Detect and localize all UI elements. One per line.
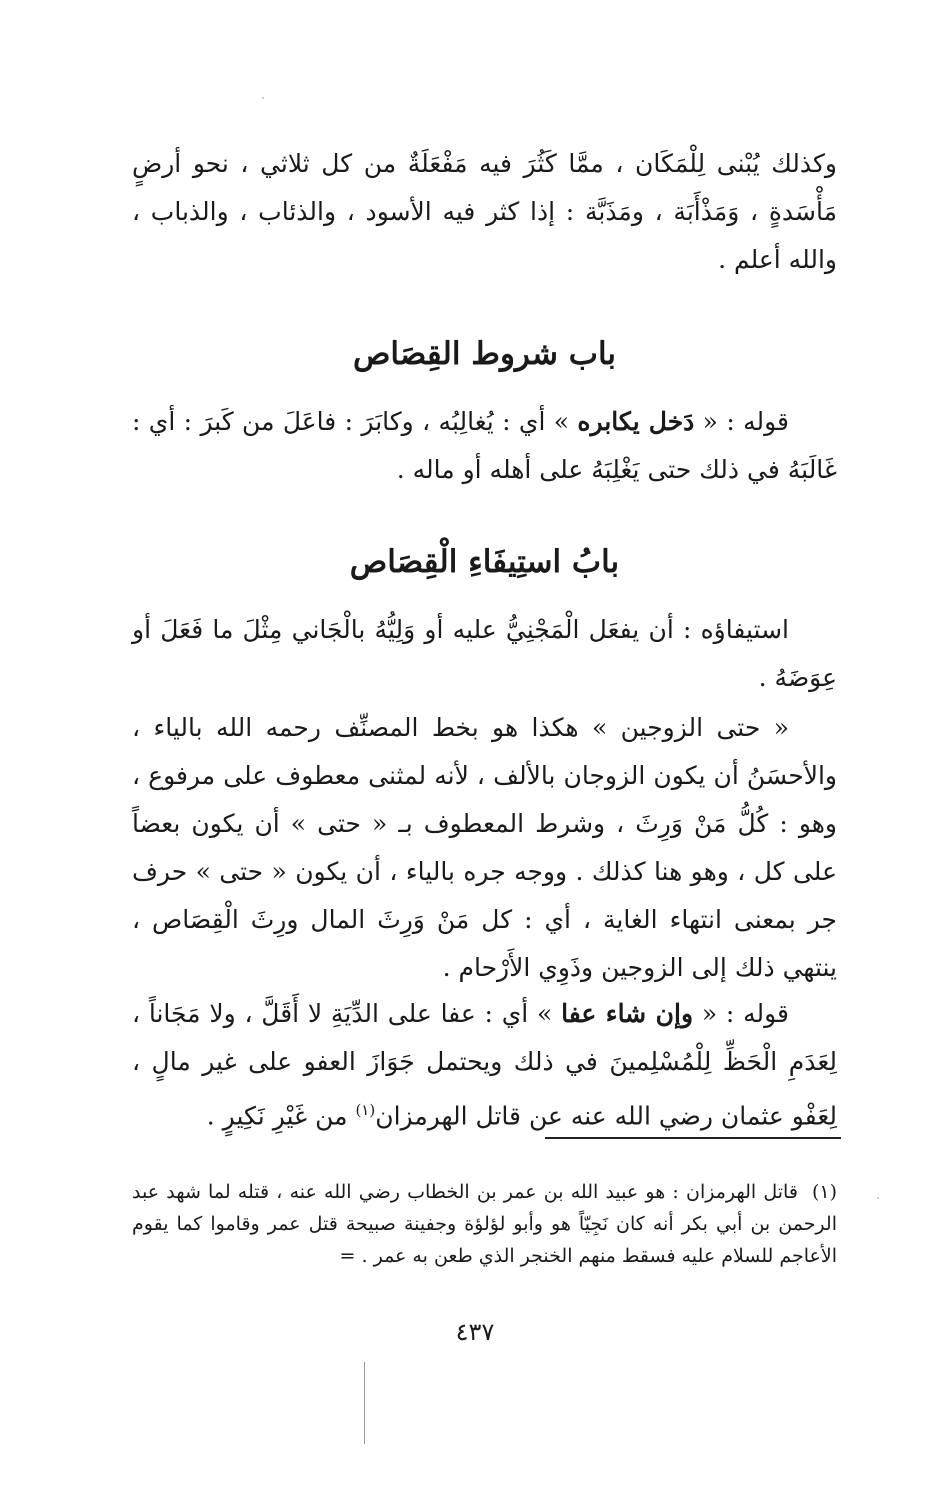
spouses-commentary-text: « حتى الزوجين » هكذا هو بخط المصنِّف رحمه الله بالياء ، والأحسَنُ أن يكون الزوجان بالألف ، لأنه لمثنى معطوف على مرفوع ، وهو : كُلُّ مَنْ وَرِثَ ، وشرط المعطوف بـ « حتى » أن يكون بعضاً على كل ، وهو هنا كذلك . ووجه جره بالياء ، أن يكون « حتى » حرف جر بمعنى انتهاء الغاية ، أي : كل مَنْ وَرِثَ المال ورِثَ الْقِصَاص ، ينتهي ذلك إلى الزوجين وذَوِي الأَرْحام . [132, 713, 837, 982]
quoted-term: وإن شاء عفا [561, 999, 694, 1028]
pardon-end-text: من غَيْرِ نَكِيرٍ . [206, 1101, 356, 1131]
pardon-body-text: » أي : عفا على الدِّيَةِ لا أَقَلَّ ، ولا مَجَاناً ، لِعَدَمِ الْحَظِّ لِلْمُسْلِمينَ في ذلك ويحتمل جَوَازَ العفو على غير مالٍ ، لِعَفْو عثمان رضي الله عنه عن قاتل الهرمزان [132, 999, 837, 1131]
quote-prefix: قوله : « [693, 999, 789, 1028]
footnote-separator [545, 1137, 841, 1139]
footnote [132, 1176, 837, 1272]
footnote-marker: (١) [811, 1181, 837, 1203]
intro-text: وكذلك يُبْنى لِلْمَكَان ، ممَّا كَثُرَ فيه مَفْعَلَةٌ من كل ثلاثي ، نحو أرضٍ مَأْسَدةٍ ، وَمَذْأَبَة ، ومَذَبَّة : إذا كثر فيه الأسود ، والذئاب ، والذباب ، والله أعلم . [132, 149, 837, 274]
page-number: ٤٣٧ [455, 1318, 495, 1346]
pardon-commentary-text [132, 990, 837, 1140]
chapter-heading-conditions-of-retaliation: باب شروط القِصَاص [352, 336, 617, 372]
footnote-reference[interactable]: (١) [355, 1101, 376, 1119]
footnote-text: قاتل الهرمزان : هو عبيد الله بن عمر بن الخطاب رضي الله عنه ، قتله لما شهد عبد الرحمن بن أبي بكر أنه كان نَجِيّاً هو وأبو لؤلؤة وجفينة صبيحة قتل عمر وقاموا كما يقوم الأعاجم للسلام عليه فسقط منهم الخنجر الذي طعن به عمر . = [132, 1181, 837, 1267]
definition-text: استيفاؤه : أن يفعَل الْمَجْنِيُّ عليه أو وَلِيُّهُ بالْجَاني مِثْلَ ما فَعَلَ أو عِوَضَهُ . [132, 615, 837, 692]
section1-paragraph [132, 398, 837, 494]
section2-paragraph-1 [132, 606, 837, 702]
section2-paragraph-2 [132, 704, 837, 992]
scan-gutter-line [364, 1362, 365, 1444]
quoted-term: دَخل يكابره [577, 407, 695, 436]
section1-text [132, 398, 837, 494]
quote-prefix: قوله : « [694, 407, 789, 436]
explanation-text: » أي : يُغالِبُه ، وكابَرَ : فاعَلَ من كَبرَ : أي : غَالَبَهُ في ذلك حتى يَغْلِبَهُ على أهله أو ماله . [132, 407, 837, 484]
chapter-heading-fulfilling-retaliation: بابُ استِيفَاءِ الْقِصَاص [349, 544, 620, 580]
section2-paragraph-3 [132, 990, 837, 1140]
scan-speck [877, 1197, 879, 1199]
scan-speck [262, 97, 264, 99]
intro-paragraph [132, 140, 837, 284]
